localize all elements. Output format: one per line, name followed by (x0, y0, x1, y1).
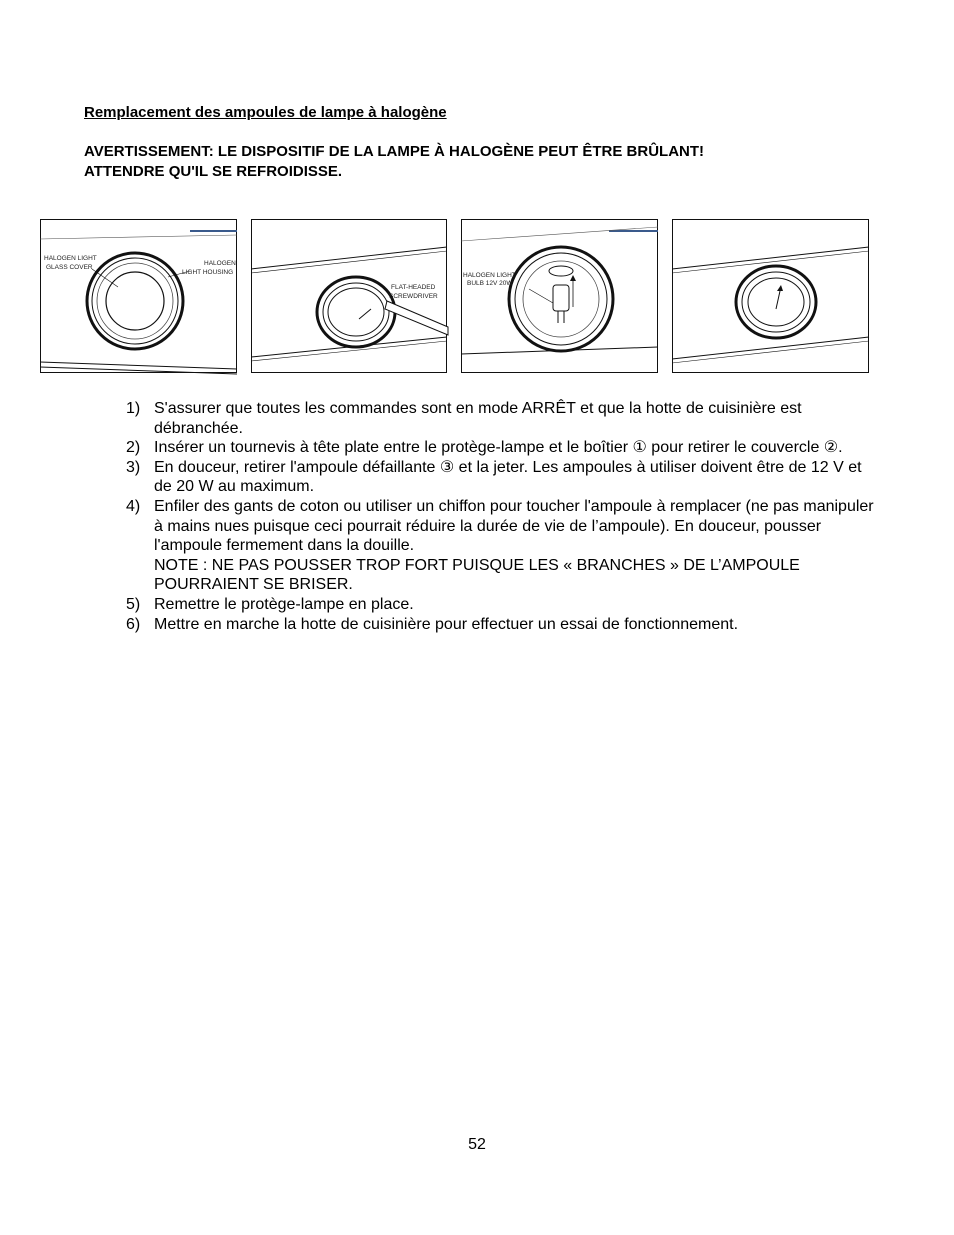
step-note: NOTE : NE PAS POUSSER TROP FORT PUISQUE LES « BRANCHES » DE L’AMPOULE POURRAIENT SE BRISER. (154, 556, 800, 594)
step-item (114, 458, 874, 497)
step-item (114, 595, 874, 615)
step-number: 2) (126, 439, 141, 457)
step-number: 4) (126, 497, 141, 515)
warning-line-1: AVERTISSEMENT: LE DISPOSITIF DE LA LAMPE À HALOGÈNE PEUT ÊTRE BRÛLANT! (84, 143, 705, 160)
halogen-bulb-illustration (461, 219, 659, 377)
figure-glass-cover (40, 219, 238, 375)
glass-cover-illustration (40, 219, 238, 377)
label-screwdriver: SCREWDRIVER (389, 293, 438, 300)
step-text: Mettre en marche la hotte de cuisinière pour effectuer un essai de fonctionnement. (154, 615, 739, 633)
step-item (114, 399, 874, 438)
label-bulb-rating: BULB 12V 20W (467, 280, 513, 287)
warning-text (84, 142, 884, 182)
illustration-strip (40, 219, 870, 377)
step-text: En douceur, retirer l'ampoule défaillante ③ et la jeter. Les ampoules à utiliser doivent être de 12 V et de 20 W au maximum. (154, 458, 862, 496)
label-halogen-light: HALOGEN LIGHT (44, 255, 97, 262)
step-item (114, 615, 874, 635)
figure-screwdriver (251, 219, 449, 375)
step-item (114, 438, 874, 458)
label-light-housing: LIGHT HOUSING (182, 269, 234, 276)
step-item (114, 497, 874, 595)
step-number: 5) (126, 595, 141, 613)
step-text: Insérer un tournevis à tête plate entre le protège-lampe et le boîtier ① pour retirer le couvercle ②. (154, 439, 843, 457)
label-halogen-light-bulb: HALOGEN LIGHT (463, 272, 516, 279)
instruction-steps (114, 399, 874, 634)
section-heading: Remplacement des ampoules de lampe à halogène (84, 104, 447, 121)
label-halogen: HALOGEN (204, 260, 236, 267)
step-number: 6) (126, 615, 141, 633)
step-number: 1) (126, 400, 141, 417)
step-text: Enfiler des gants de coton ou utiliser un chiffon pour toucher l'ampoule à remplacer (ne pas manipuler à mains nues puisque ceci pourrait réduire la durée de vie de l’ampoule). En douceur, pousser l'ampoule fermement dans la douille. (154, 497, 874, 555)
step-text: Remettre le protège-lampe en place. (154, 595, 414, 613)
label-flat-headed: FLAT-HEADED (391, 284, 436, 291)
label-glass-cover: GLASS COVER (46, 264, 93, 271)
cover-replaced-illustration (672, 219, 870, 377)
screwdriver-illustration (251, 219, 449, 377)
step-text: S'assurer que toutes les commandes sont en mode ARRÊT et que la hotte de cuisinière est débranchée. (154, 400, 802, 437)
figure-halogen-bulb (461, 219, 659, 375)
figure-cover-replaced (672, 219, 870, 375)
page-number: 52 (468, 1136, 486, 1153)
step-number: 3) (126, 458, 141, 476)
warning-line-2: ATTENDRE QU'IL SE REFROIDISSE. (84, 163, 343, 180)
